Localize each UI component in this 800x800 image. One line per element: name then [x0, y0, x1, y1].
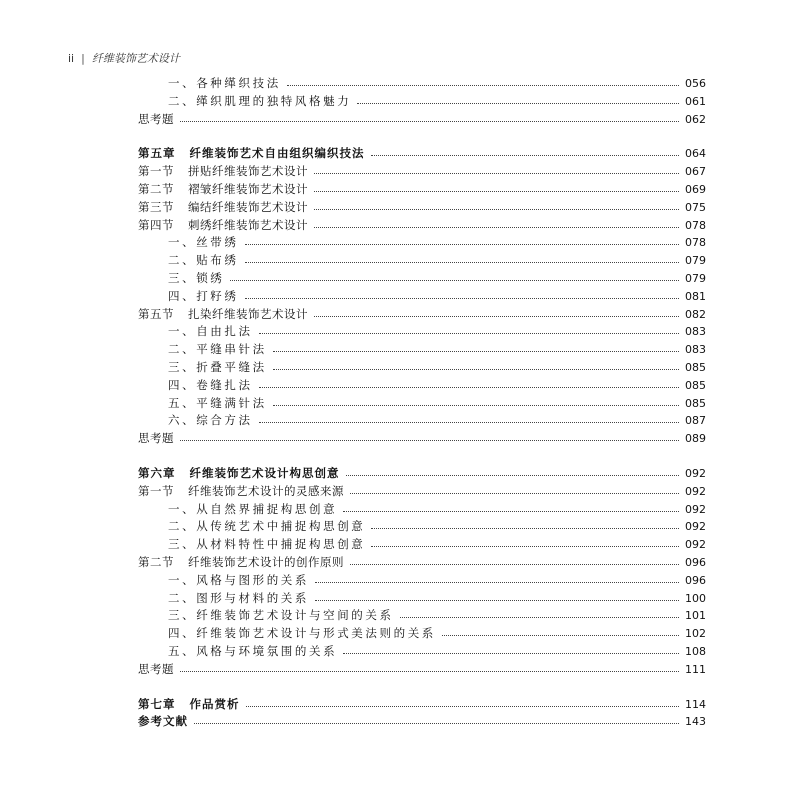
toc-entry-number: 第五节: [138, 306, 174, 321]
toc-entry-title: 纤维装饰艺术设计的创作原则: [188, 554, 344, 569]
dot-leader: [314, 209, 679, 210]
toc-page-number: 092: [679, 465, 706, 483]
toc-entry-label: [168, 252, 245, 270]
dot-leader: [259, 387, 679, 388]
dot-leader: [315, 600, 679, 601]
dot-leader: [315, 582, 679, 583]
dot-leader: [343, 653, 679, 654]
toc-entry-title: 拼贴纤维装饰艺术设计: [188, 164, 308, 179]
toc-entry-title: 纤维装饰艺术设计的灵感来源: [188, 483, 344, 498]
toc-page-number: 092: [679, 536, 706, 554]
dot-leader: [314, 173, 679, 174]
toc-entry-title: 思考题: [138, 111, 174, 126]
toc-entry[interactable]: [138, 554, 706, 572]
dot-leader: [371, 528, 679, 529]
toc-page-number: 083: [679, 341, 706, 359]
toc-page-number: 069: [679, 181, 706, 199]
toc-entry[interactable]: [138, 359, 706, 377]
toc-page-number: 079: [679, 270, 706, 288]
toc-entry-number: 第一节: [138, 483, 174, 498]
dot-leader: [245, 262, 679, 263]
toc-page-number: 102: [679, 625, 706, 643]
toc-entry[interactable]: [138, 163, 706, 181]
dot-leader: [314, 227, 679, 228]
toc-page-number: 078: [679, 234, 706, 252]
toc-entry-title: 纤维装饰艺术设计构思创意: [189, 465, 340, 480]
toc-entry-title: 四、纤维装饰艺术设计与形式美法则的关系: [168, 626, 436, 641]
toc-page-number: 096: [679, 554, 706, 572]
dot-leader: [400, 617, 679, 618]
toc-entry[interactable]: [138, 465, 706, 483]
toc-entry-label: [168, 536, 371, 554]
running-header: [68, 50, 180, 66]
dot-leader: [314, 316, 679, 317]
toc-entry-title: 思考题: [138, 661, 174, 676]
toc-entry-label: [168, 590, 315, 608]
toc-entry[interactable]: [138, 93, 706, 111]
toc-entry-label: [168, 607, 400, 625]
toc-entry-title: 三、锁绣: [168, 270, 225, 285]
toc-entry-number: 第二节: [138, 554, 174, 569]
toc-entry[interactable]: [138, 483, 706, 501]
dot-leader: [371, 546, 679, 547]
dot-leader: [230, 280, 679, 281]
toc-entry-label: [168, 93, 357, 111]
toc-entry-label: [138, 163, 314, 181]
toc-entry-label: [168, 359, 273, 377]
toc-entry[interactable]: [138, 590, 706, 608]
toc-entry[interactable]: [138, 252, 706, 270]
toc-entry[interactable]: [138, 661, 706, 679]
toc-entry-title: 六、综合方法: [168, 413, 253, 428]
header-separator: |: [81, 51, 85, 65]
dot-leader: [273, 369, 679, 370]
toc-entry-title: 三、从材料特性中捕捉构思创意: [168, 537, 366, 552]
toc-entry-number: 第二节: [138, 181, 174, 196]
toc-entry-title: 五、平缝满针法: [168, 395, 267, 410]
toc-page-number: 056: [679, 75, 706, 93]
dot-leader: [180, 671, 679, 672]
toc-entry[interactable]: [138, 341, 706, 359]
toc-entry-title: 参考文献: [138, 714, 188, 729]
toc-entry-label: [168, 288, 245, 306]
header-page-number: ii: [68, 51, 75, 65]
toc-entry-title: 二、图形与材料的关系: [168, 590, 309, 605]
dot-leader: [273, 351, 679, 352]
toc-entry-number: 第一节: [138, 164, 174, 179]
toc-entry-title: 纤维装饰艺术自由组织编织技法: [189, 146, 365, 161]
toc-entry[interactable]: [138, 181, 706, 199]
dot-leader: [245, 244, 679, 245]
toc-entry[interactable]: [138, 395, 706, 413]
toc-entry-title: 褶皱纤维装饰艺术设计: [188, 181, 308, 196]
toc-entry-label: [168, 572, 315, 590]
toc-entry-title: 四、卷缝扎法: [168, 377, 253, 392]
dot-leader: [357, 103, 679, 104]
toc-entry-label: [138, 661, 180, 679]
toc-entry-label: [138, 145, 371, 163]
toc-entry[interactable]: [138, 377, 706, 395]
toc-page-number: 075: [679, 199, 706, 217]
toc-entry-label: [138, 430, 180, 448]
toc-page-number: 092: [679, 483, 706, 501]
toc-entry[interactable]: [138, 696, 706, 714]
dot-leader: [194, 723, 679, 724]
section-gap: [138, 128, 706, 145]
toc-page-number: 078: [679, 217, 706, 235]
section-gap: [138, 448, 706, 465]
toc-entry-label: [138, 483, 350, 501]
toc-entry-title: 一、从自然界捕捉构思创意: [168, 501, 338, 516]
toc-page-number: 061: [679, 93, 706, 111]
toc-entry-title: 一、自由扎法: [168, 324, 253, 339]
toc-entry-number: 第四节: [138, 217, 174, 232]
toc-entry-title: 作品赏析: [189, 696, 240, 711]
toc-page-number: 092: [679, 518, 706, 536]
toc-page-number: 062: [679, 111, 706, 129]
toc-entry[interactable]: [138, 217, 706, 235]
header-book-title: 纤维装饰艺术设计: [91, 52, 180, 65]
toc-entry-title: 编结纤维装饰艺术设计: [188, 199, 308, 214]
toc-entry-title: 五、风格与环境氛围的关系: [168, 643, 338, 658]
toc-entry-label: [168, 377, 259, 395]
toc-entry-title: 扎染纤维装饰艺术设计: [188, 306, 308, 321]
toc-page-number: 083: [679, 323, 706, 341]
toc-page-number: 143: [679, 713, 706, 731]
toc-page-number: 085: [679, 395, 706, 413]
toc-entry-title: 刺绣纤维装饰艺术设计: [188, 217, 308, 232]
toc-entry-label: [168, 412, 259, 430]
dot-leader: [246, 706, 679, 707]
toc-entry-label: [168, 270, 230, 288]
toc-page-number: 089: [679, 430, 706, 448]
toc-entry[interactable]: [138, 643, 706, 661]
toc-entry[interactable]: [138, 412, 706, 430]
dot-leader: [346, 475, 679, 476]
toc-entry[interactable]: [138, 234, 706, 252]
toc-entry-number: 第七章: [138, 696, 176, 711]
toc-entry-label: [168, 323, 259, 341]
dot-leader: [259, 422, 679, 423]
toc-entry-label: [138, 217, 314, 235]
toc-entry-label: [138, 713, 194, 731]
toc-entry-title: 二、贴布绣: [168, 253, 239, 268]
toc-entry-label: [168, 75, 287, 93]
toc-entry[interactable]: [138, 572, 706, 590]
toc-entry-label: [168, 625, 442, 643]
toc-page-number: 085: [679, 359, 706, 377]
toc-entry-label: [168, 643, 343, 661]
toc-entry-label: [168, 234, 245, 252]
toc-entry-label: [138, 306, 314, 324]
toc-entry-title: 一、丝带绣: [168, 235, 239, 250]
toc-entry-title: 二、平缝串针法: [168, 342, 267, 357]
toc-page-number: 101: [679, 607, 706, 625]
toc-entry[interactable]: [138, 270, 706, 288]
toc-entry-label: [168, 341, 273, 359]
toc-page-number: 096: [679, 572, 706, 590]
toc-entry-label: [138, 111, 180, 129]
table-of-contents: [138, 75, 706, 731]
toc-entry-label: [138, 465, 346, 483]
dot-leader: [287, 85, 679, 86]
dot-leader: [245, 298, 679, 299]
toc-entry-title: 三、纤维装饰艺术设计与空间的关系: [168, 608, 394, 623]
toc-page-number: 100: [679, 590, 706, 608]
toc-page-number: 085: [679, 377, 706, 395]
toc-entry[interactable]: [138, 501, 706, 519]
toc-entry-label: [138, 181, 314, 199]
toc-entry-label: [138, 554, 350, 572]
toc-entry[interactable]: [138, 306, 706, 324]
toc-page-number: 064: [679, 145, 706, 163]
toc-page-number: 111: [679, 661, 706, 679]
toc-entry-title: 四、打籽绣: [168, 288, 239, 303]
toc-entry[interactable]: [138, 75, 706, 93]
toc-entry-label: [168, 395, 273, 413]
dot-leader: [371, 155, 679, 156]
toc-entry-number: 第五章: [138, 146, 176, 161]
toc-entry[interactable]: [138, 145, 706, 163]
toc-page-number: 079: [679, 252, 706, 270]
toc-page-number: 082: [679, 306, 706, 324]
toc-entry-label: [138, 696, 246, 714]
toc-page-number: 092: [679, 501, 706, 519]
toc-entry-label: [138, 199, 314, 217]
toc-entry-title: 一、风格与图形的关系: [168, 572, 309, 587]
toc-entry[interactable]: [138, 607, 706, 625]
dot-leader: [314, 191, 679, 192]
dot-leader: [350, 493, 679, 494]
toc-page-number: 081: [679, 288, 706, 306]
toc-entry-title: 二、从传统艺术中捕捉构思创意: [168, 519, 366, 534]
toc-entry[interactable]: [138, 518, 706, 536]
dot-leader: [273, 405, 679, 406]
toc-entry[interactable]: [138, 288, 706, 306]
toc-page-number: 087: [679, 412, 706, 430]
toc-entry[interactable]: [138, 199, 706, 217]
toc-entry[interactable]: [138, 536, 706, 554]
toc-entry[interactable]: [138, 713, 706, 731]
toc-entry[interactable]: [138, 111, 706, 129]
toc-entry-title: 一、各种缂织技法: [168, 76, 281, 90]
toc-entry[interactable]: [138, 323, 706, 341]
toc-entry-title: 思考题: [138, 431, 174, 446]
toc-entry-title: 三、折叠平缝法: [168, 359, 267, 374]
toc-page-number: 067: [679, 163, 706, 181]
toc-entry-label: [168, 518, 371, 536]
section-gap: [138, 679, 706, 696]
dot-leader: [259, 333, 679, 334]
toc-entry-number: 第六章: [138, 465, 176, 480]
dot-leader: [180, 440, 679, 441]
dot-leader: [350, 564, 679, 565]
toc-entry-label: [168, 501, 343, 519]
toc-entry-number: 第三节: [138, 199, 174, 214]
toc-entry[interactable]: [138, 625, 706, 643]
dot-leader: [442, 635, 679, 636]
dot-leader: [343, 511, 679, 512]
dot-leader: [180, 121, 679, 122]
toc-entry[interactable]: [138, 430, 706, 448]
toc-page-number: 108: [679, 643, 706, 661]
toc-entry-title: 二、缂织肌理的独特风格魅力: [168, 93, 352, 108]
toc-page-number: 114: [679, 696, 706, 714]
